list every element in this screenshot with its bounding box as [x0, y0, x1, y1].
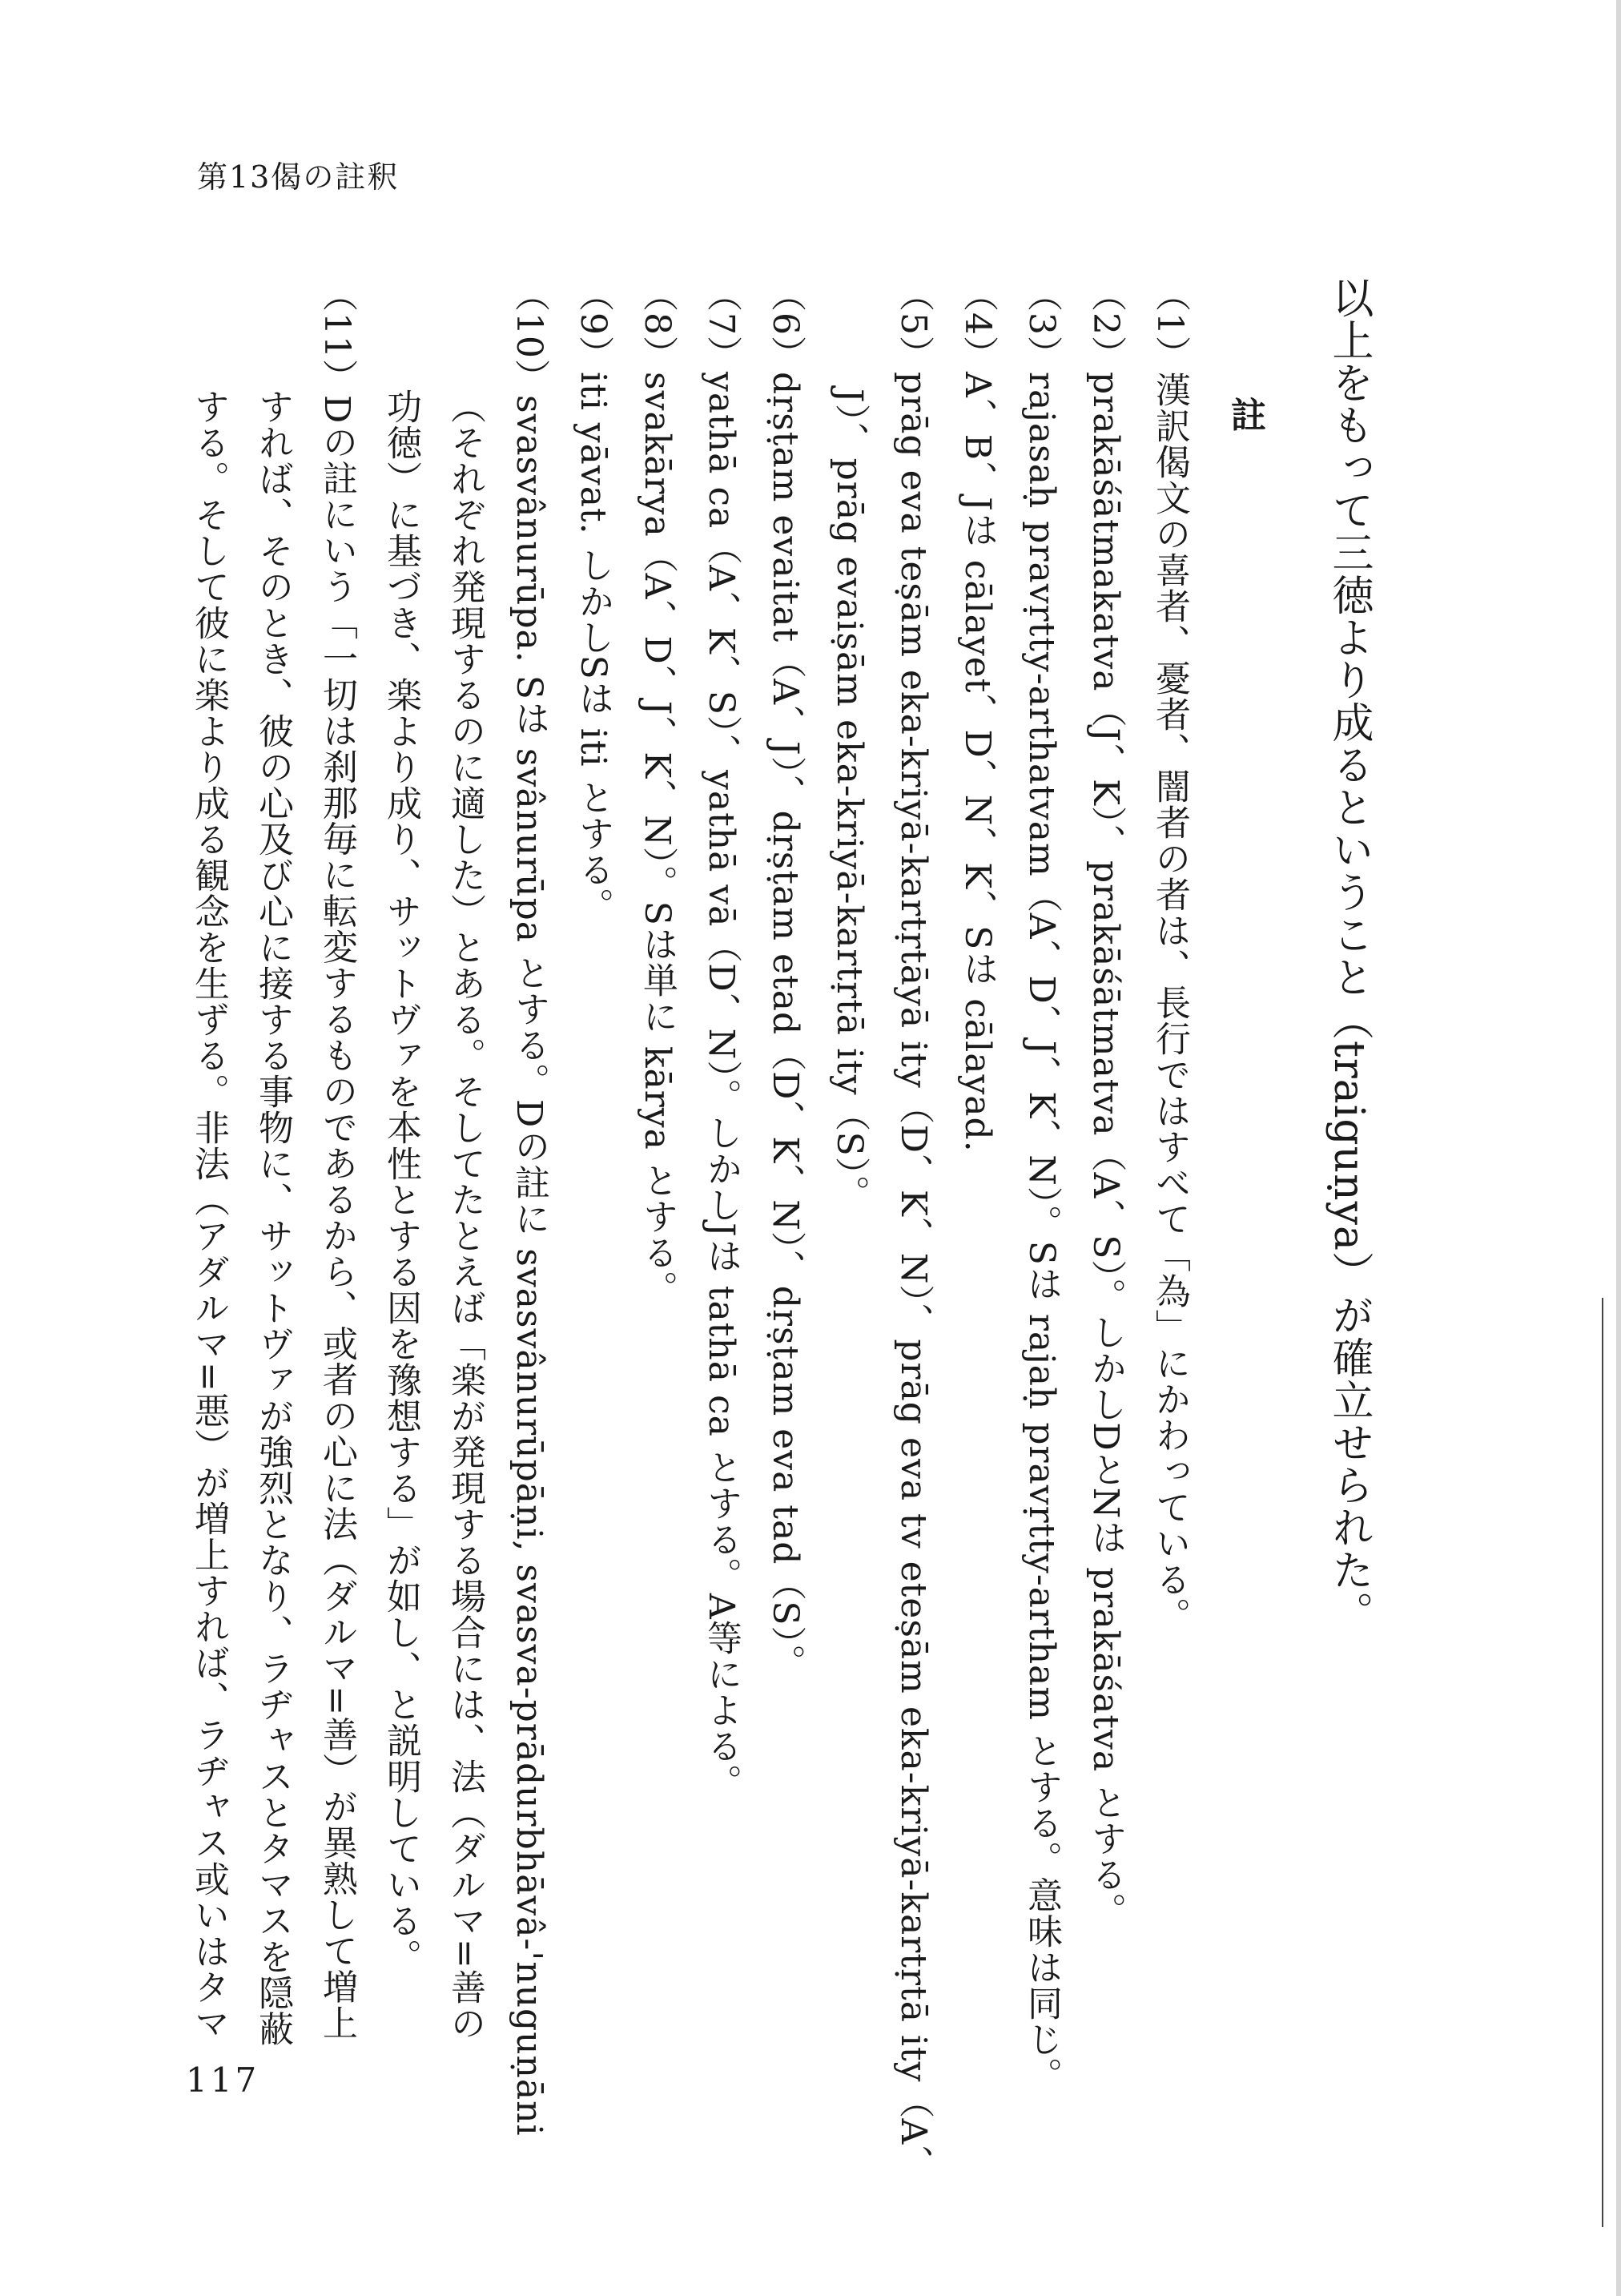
note-line: （6）dṛṣṭam evaitat（A、J）、dṛṣṭam etad（D、K、N）、dṛṣṭam eva tad（S）。 [765, 276, 806, 1681]
note-line: （8）svakārya（A、D、J、K、N）。Sは単に kārya とする。 [637, 276, 678, 1307]
running-header: 第13偈の註釈 [197, 159, 400, 195]
note-line: （2）prakāśātmakatva（J、K）、prakāśātmatva（A、S）。しかしDとNは prakāśatva とする。 [1085, 276, 1126, 1929]
note-line: （4）A、B、Jは cālayet、D、N、K、Sは cālayad. [957, 276, 998, 1153]
binding-edge-line [1602, 1298, 1603, 2227]
note-line: （10）svasvânurūpa. Sは svânurūpa とする。Dの註に svasvânurūpāṇi, svasva-prādurbhāvâ-'nuguṇāni [509, 276, 549, 2137]
note-line: （11）Dの註にいう「一切は刹那毎に転変するものであるから、或者の心に法（ダルマ=善）が異熟して増上 [316, 276, 357, 2041]
page-number: 117 [186, 2060, 260, 2100]
note-line: （それぞれ発現するのに適した）とある。そしてたとえば「楽が発現する場合には、法（ダルマ=善の [444, 389, 485, 2041]
note-line: （5）prāg eva teṣām eka-kriyā-kartṛtāyā ity（D、K、N）、prāg eva tv eteṣām eka-kriyā-kartṛtā ity（A、 [893, 276, 934, 2181]
note-line: する。そして彼に楽より成る観念を生ずる。非法（アダルマ=悪）が増上すれば、ラヂャス或いはタマ [188, 389, 229, 2041]
note-line: 功徳）に基づき、楽より成り、サットヴァを本性とする因を豫想する」が如し、と説明している。 [380, 389, 421, 1975]
note-line: （3）rajasaḥ pravṛtty-arthatvam（A、D、J、K、N）。Sは rajaḥ pravṛtty-artham とする。意味は同じ。 [1021, 276, 1062, 2093]
note-line: すれば、そのとき、彼の心及び心に接する事物に、サットヴァが強烈となり、ラヂャスとタマスを隠蔽 [252, 389, 293, 2047]
note-line: （7）yathā ca（A、K、S）、yathā vā（D、N）。しかしJは tathā ca とする。A等による。 [701, 276, 742, 1800]
notes-heading: 註 [1225, 397, 1265, 433]
concluding-line: 以上をもって三徳より成るということ（traiguṇya）が確立せられた。 [1325, 276, 1373, 1634]
note-line: （1）漢訳偈文の喜者、憂者、闇者の者は、長行ではすべて「為」にかわっている。 [1149, 276, 1190, 1633]
scan-edge [1616, 0, 1621, 2296]
note-line: （9）iti yāvat. しかしSは iti とする。 [573, 276, 613, 924]
note-line: J）、prāg evaiṣām eka-kriyā-kartṛtā ity（S）。 [829, 389, 870, 1211]
